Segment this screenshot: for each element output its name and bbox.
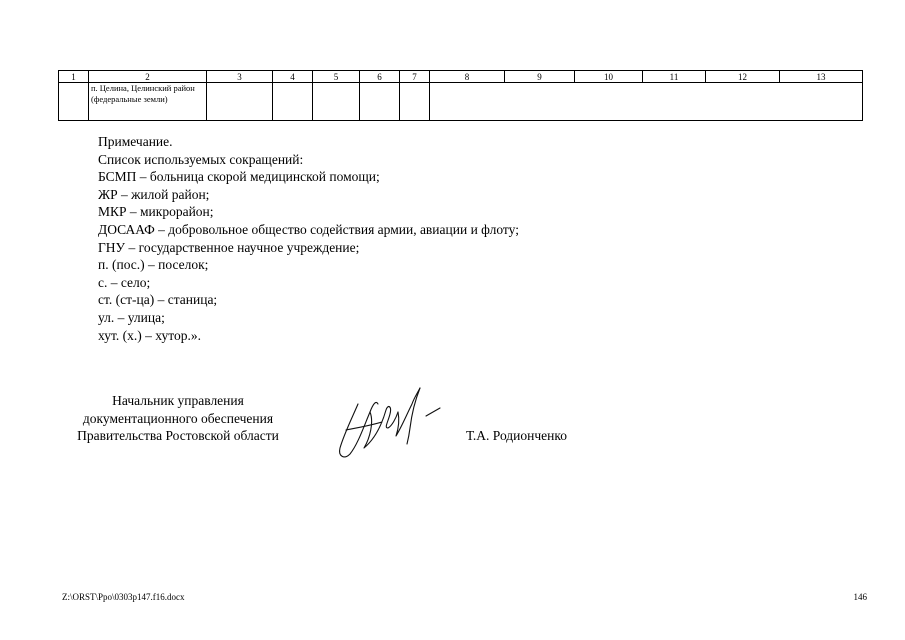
abbreviation-item: МКР – микрорайон; xyxy=(98,204,214,220)
abbreviation-item: с. – село; xyxy=(98,274,151,290)
abbreviations-title: Список используемых сокращений: xyxy=(98,151,304,167)
column-number: 9 xyxy=(505,71,575,83)
abbreviation-item: ул. – улица; xyxy=(98,309,165,325)
column-number: 4 xyxy=(273,71,313,83)
abbreviation-item: БСМП – больница скорой медицинской помощи; xyxy=(98,169,380,185)
page-number: 146 xyxy=(853,592,867,602)
table-row xyxy=(59,83,863,121)
position-line: Правительства Ростовской области xyxy=(77,428,279,443)
merged-empty-cell xyxy=(430,83,863,121)
column-number: 8 xyxy=(430,71,505,83)
position-line: Начальник управления xyxy=(112,393,244,408)
abbreviation-item: ЖР – жилой район; xyxy=(98,186,210,202)
abbreviation-item: п. (пос.) – поселок; xyxy=(98,257,209,273)
table-cell xyxy=(207,83,273,121)
table-cell xyxy=(400,83,430,121)
signatory-position xyxy=(50,392,306,445)
column-number: 5 xyxy=(313,71,360,83)
table-cell xyxy=(273,83,313,121)
table-cell xyxy=(59,83,89,121)
column-number: 2 xyxy=(89,71,207,83)
note-title: Примечание. xyxy=(98,134,173,149)
column-number: 10 xyxy=(575,71,643,83)
column-number: 6 xyxy=(360,71,400,83)
handwritten-signature xyxy=(330,382,450,467)
column-number: 11 xyxy=(643,71,706,83)
column-number: 7 xyxy=(400,71,430,83)
abbreviation-item: ст. (ст-ца) – станица; xyxy=(98,292,218,308)
abbreviation-item: хут. (х.) – хутор.». xyxy=(98,327,201,343)
column-number: 12 xyxy=(706,71,780,83)
table-cell xyxy=(313,83,360,121)
abbreviation-item: ГНУ – государственное научное учреждение; xyxy=(98,239,360,255)
column-number: 1 xyxy=(59,71,89,83)
signatory-name: Т.А. Родионченко xyxy=(466,428,567,443)
column-number: 13 xyxy=(780,71,863,83)
position-line: документационного обеспечения xyxy=(82,410,274,426)
notes-section xyxy=(98,133,519,344)
column-number: 3 xyxy=(207,71,273,83)
abbreviation-item: ДОСААФ – добровольное общество содействия армии, авиации и флоту; xyxy=(98,221,519,237)
data-table xyxy=(58,70,863,121)
table-cell xyxy=(360,83,400,121)
footer-file-path: Z:\ORST\Ppo\0303p147.f16.docx xyxy=(62,592,185,602)
place-name-cell: п. Целина, Целинский район (федеральные земли) xyxy=(89,83,207,121)
table-header-row xyxy=(59,71,863,83)
